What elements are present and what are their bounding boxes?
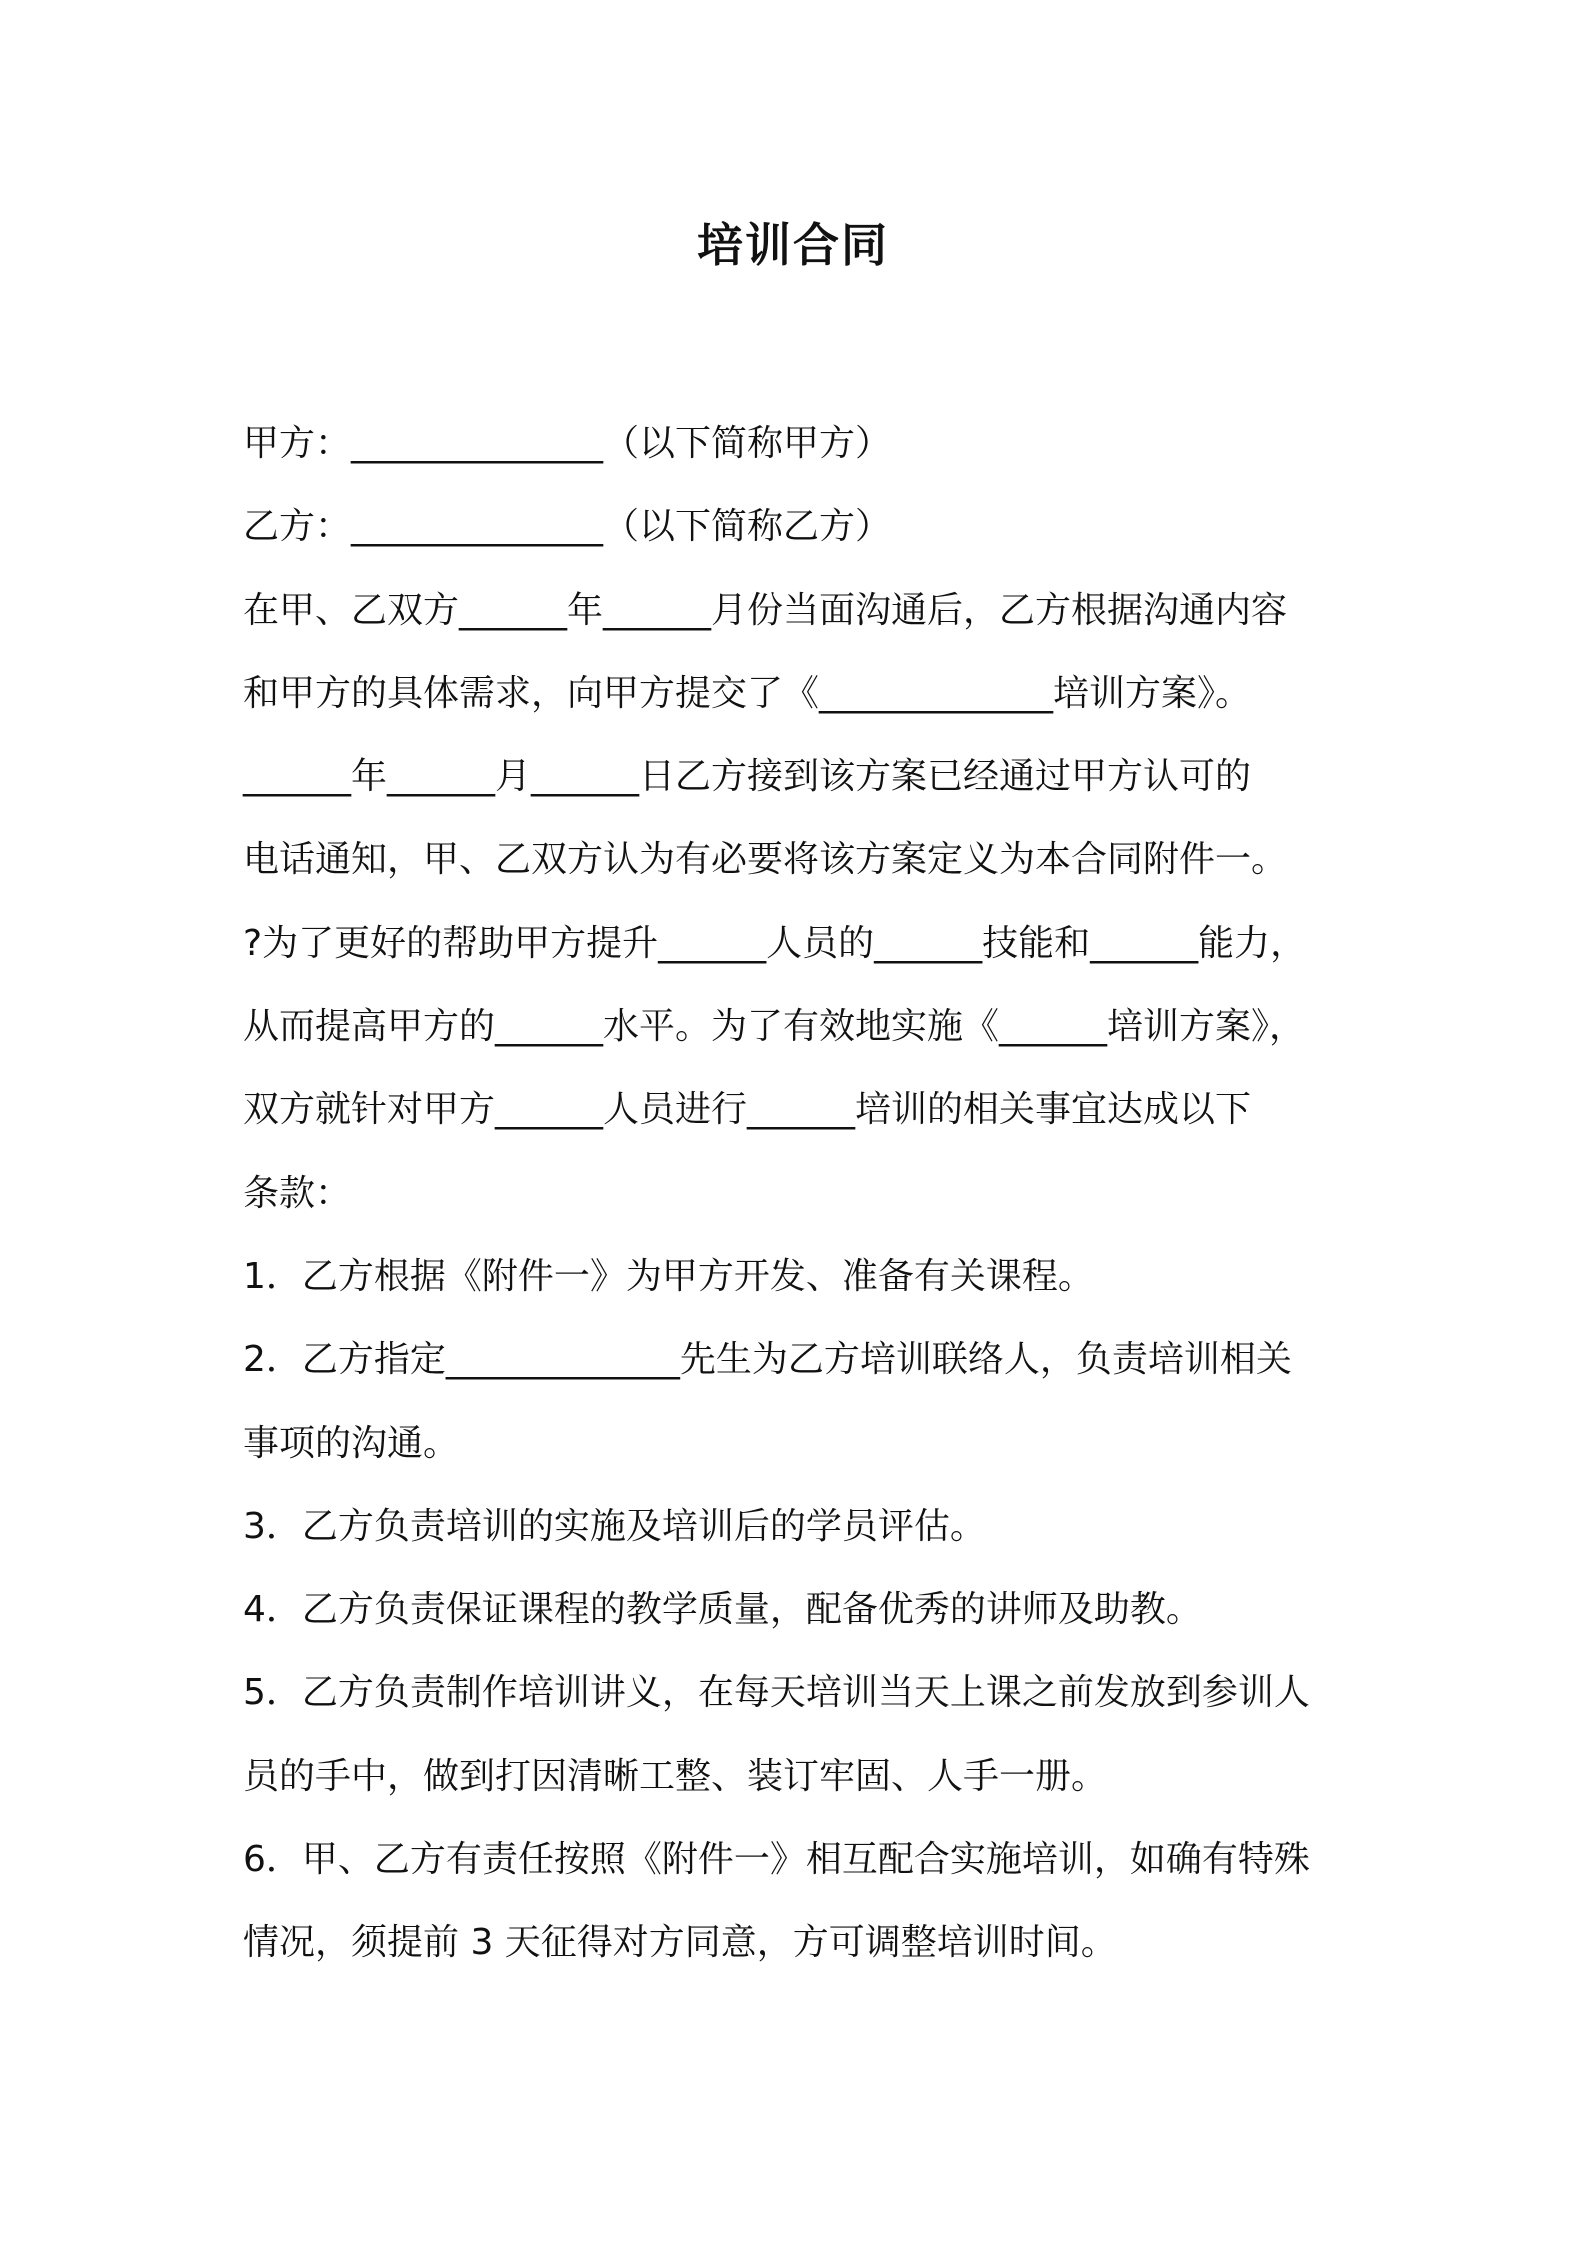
clause-4: 4．乙方负责保证课程的教学质量，配备优秀的讲师及助教。	[243, 1589, 1202, 1631]
clause-6-continued: 情况，须提前 3 天征得对方同意，方可调整培训时间。	[243, 1922, 1117, 1964]
contract-body	[243, 402, 1403, 1985]
preamble-line: 从而提高甲方的______水平。为了有效地实施《______培训方案》，	[243, 1006, 1306, 1048]
clause-1: 1．乙方根据《附件一》为甲方开发、准备有关课程。	[243, 1255, 1094, 1297]
preamble-line: 双方就针对甲方______人员进行______培训的相关事宜达成以下	[243, 1089, 1252, 1131]
party-b-line: 乙方：______________（以下简称乙方）	[243, 506, 892, 548]
clause-5-continued: 员的手中，做到打因清晰工整、装订牢固、人手一册。	[243, 1755, 1108, 1797]
clause-5: 5．乙方负责制作培训讲义，在每天培训当天上课之前发放到参训人	[243, 1672, 1310, 1714]
clause-2-continued: 事项的沟通。	[243, 1422, 460, 1464]
clause-6: 6．甲、乙方有责任按照《附件一》相互配合实施培训，如确有特殊	[243, 1839, 1310, 1881]
preamble-line: 在甲、乙双方______年______月份当面沟通后，乙方根据沟通内容	[243, 589, 1288, 631]
clause-3: 3．乙方负责培训的实施及培训后的学员评估。	[243, 1505, 986, 1547]
document-title: 培训合同	[697, 218, 889, 272]
preamble-line: 条款：	[243, 1172, 352, 1214]
clause-2: 2．乙方指定_____________先生为乙方培训联络人，负责培训相关	[243, 1339, 1292, 1381]
preamble-line: 电话通知，甲、乙双方认为有必要将该方案定义为本合同附件一。	[243, 839, 1288, 881]
party-a-line: 甲方：______________（以下简称甲方）	[243, 423, 892, 464]
preamble-line: ______年______月______日乙方接到该方案已经通过甲方认可的	[243, 756, 1252, 798]
preamble-line: 和甲方的具体需求，向甲方提交了《_____________培训方案》。	[243, 672, 1252, 714]
preamble-line: ?为了更好的帮助甲方提升______人员的______技能和______能力，	[243, 922, 1307, 964]
